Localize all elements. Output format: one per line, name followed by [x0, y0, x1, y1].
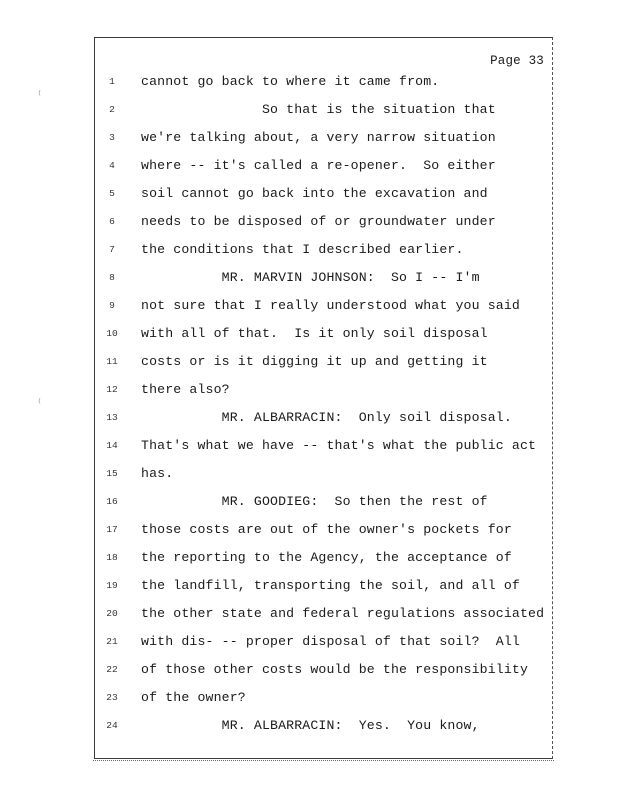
transcript-line	[95, 298, 554, 318]
transcript-line	[95, 550, 554, 570]
line-text: where -- it's called a re-opener. So either	[141, 158, 496, 173]
transcript-line	[95, 354, 554, 374]
line-number: 17	[106, 524, 118, 535]
page-number: Page 33	[490, 54, 544, 68]
binding-mark-icon: ⁽	[36, 397, 44, 411]
line-number: 18	[106, 552, 118, 563]
line-number: 9	[109, 300, 115, 311]
line-text: those costs are out of the owner's pockets for	[141, 522, 512, 537]
line-number: 16	[106, 496, 118, 507]
transcript-line	[95, 74, 554, 94]
transcript-line	[95, 186, 554, 206]
transcript-line	[95, 326, 554, 346]
transcript-line	[95, 102, 554, 122]
line-text: MR. MARVIN JOHNSON: So I -- I'm	[141, 270, 480, 285]
transcript-line	[95, 158, 554, 178]
line-text: MR. ALBARRACIN: Only soil disposal.	[141, 410, 512, 425]
binding-mark-icon: ⁽	[36, 89, 44, 103]
transcript-line	[95, 494, 554, 514]
transcript-line	[95, 718, 554, 738]
transcript-line	[95, 662, 554, 682]
transcript-line	[95, 214, 554, 234]
line-number: 12	[106, 384, 118, 395]
line-number: 4	[109, 160, 115, 171]
line-text: So that is the situation that	[141, 102, 496, 117]
line-text: needs to be disposed of or groundwater under	[141, 214, 496, 229]
line-text: the reporting to the Agency, the acceptance of	[141, 550, 512, 565]
line-text: the conditions that I described earlier.	[141, 242, 464, 257]
line-text: of those other costs would be the responsibility	[141, 662, 529, 677]
line-text: not sure that I really understood what you said	[141, 298, 520, 313]
line-number: 14	[106, 440, 118, 451]
line-text: the other state and federal regulations associated	[141, 606, 545, 621]
transcript-line	[95, 522, 554, 542]
line-number: 8	[109, 272, 115, 283]
line-text: the landfill, transporting the soil, and all of	[141, 578, 520, 593]
line-text: has.	[141, 466, 174, 481]
transcript-line	[95, 130, 554, 150]
line-number: 22	[106, 664, 118, 675]
transcript-line	[95, 270, 554, 290]
line-text: with all of that. Is it only soil disposal	[141, 326, 488, 341]
line-text: That's what we have -- that's what the public act	[141, 438, 537, 453]
line-number: 5	[109, 188, 115, 199]
line-number: 23	[106, 692, 118, 703]
line-number: 19	[106, 580, 118, 591]
line-number: 20	[106, 608, 118, 619]
line-number: 21	[106, 636, 118, 647]
transcript-line	[95, 578, 554, 598]
line-number: 7	[109, 244, 115, 255]
line-number: 1	[109, 76, 115, 87]
line-text: MR. ALBARRACIN: Yes. You know,	[141, 718, 480, 733]
line-text: cannot go back to where it came from.	[141, 74, 440, 89]
line-number: 10	[106, 328, 118, 339]
transcript-line	[95, 242, 554, 262]
line-text: MR. GOODIEG: So then the rest of	[141, 494, 488, 509]
line-text: there also?	[141, 382, 230, 397]
transcript-line	[95, 382, 554, 402]
line-text: costs or is it digging it up and getting it	[141, 354, 488, 369]
line-text: we're talking about, a very narrow situation	[141, 130, 496, 145]
line-number: 6	[109, 216, 115, 227]
line-number: 2	[109, 104, 115, 115]
line-number: 3	[109, 132, 115, 143]
transcript-line	[95, 690, 554, 710]
line-text: of the owner?	[141, 690, 246, 705]
line-number: 24	[106, 720, 118, 731]
line-number: 15	[106, 468, 118, 479]
transcript-page	[94, 37, 553, 759]
line-text: with dis- -- proper disposal of that soil? All	[141, 634, 520, 649]
line-text: soil cannot go back into the excavation and	[141, 186, 488, 201]
transcript-line	[95, 438, 554, 458]
transcript-line	[95, 634, 554, 654]
transcript-line	[95, 606, 554, 626]
transcript-line	[95, 466, 554, 486]
line-number: 11	[106, 356, 118, 367]
transcript-line	[95, 410, 554, 430]
line-number: 13	[106, 412, 118, 423]
